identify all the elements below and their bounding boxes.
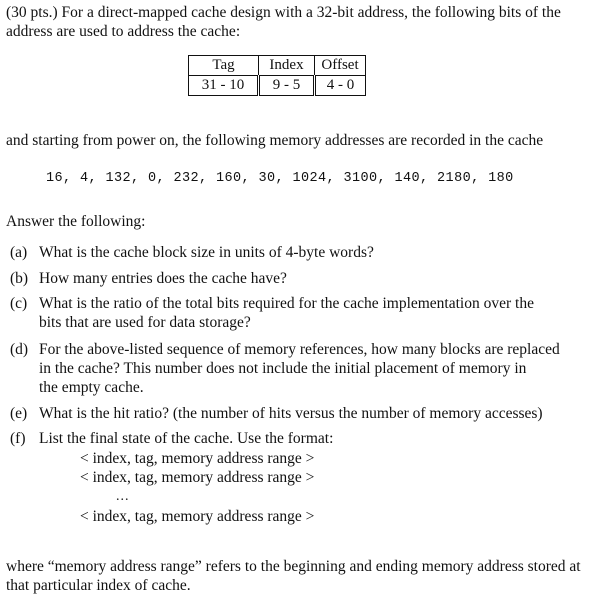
question-text: the empty cache. [39,379,144,396]
format-line: < index, tag, memory address range > [80,450,315,467]
address-sequence: 16, 4, 132, 0, 232, 160, 30, 1024, 3100, 140, 2180, 180 [46,171,514,186]
format-ellipsis: ... [116,489,130,504]
table-header-row [189,56,366,76]
address-bits-table [188,55,366,96]
offset-header: Offset [315,56,366,76]
question-label: (d) [10,341,29,358]
tag-header: Tag [189,56,259,76]
question-text: What is the ratio of the total bits required for the cache implementation over the [39,295,534,312]
question-text: How many entries does the cache have? [39,270,287,287]
question-label: (c) [10,295,28,312]
format-line: < index, tag, memory address range > [80,508,315,525]
question-label: (a) [10,244,28,261]
question-text: What is the cache block size in units of 4-byte words? [39,244,374,261]
offset-bits: 4 - 0 [315,76,366,96]
question-text: List the final state of the cache. Use the format: [39,430,334,447]
tag-bits: 31 - 10 [189,76,259,96]
question-label: (f) [10,430,26,447]
closing-paragraph: where “memory address range” refers to the beginning and ending memory address stored at that particular index of cache. [6,558,581,594]
index-header: Index [259,56,315,76]
question-text: For the above-listed sequence of memory references, how many blocks are replaced [39,341,560,358]
intro-paragraph: (30 pts.) For a direct-mapped cache design with a 32-bit address, the following bits of the address are used to address the cache: [6,4,561,40]
question-label: (b) [10,270,29,287]
question-text: in the cache? This number does not include the initial placement of memory in [39,360,527,377]
table-value-row [189,76,366,96]
format-line: < index, tag, memory address range > [80,469,315,486]
question-text: What is the hit ratio? (the number of hits versus the number of memory accesses) [39,405,543,422]
index-bits: 9 - 5 [259,76,315,96]
question-text: bits that are used for data storage? [39,314,251,331]
sequence-intro: and starting from power on, the following memory addresses are recorded in the cache [6,132,544,149]
question-label: (e) [10,405,28,422]
answer-heading: Answer the following: [6,213,146,230]
